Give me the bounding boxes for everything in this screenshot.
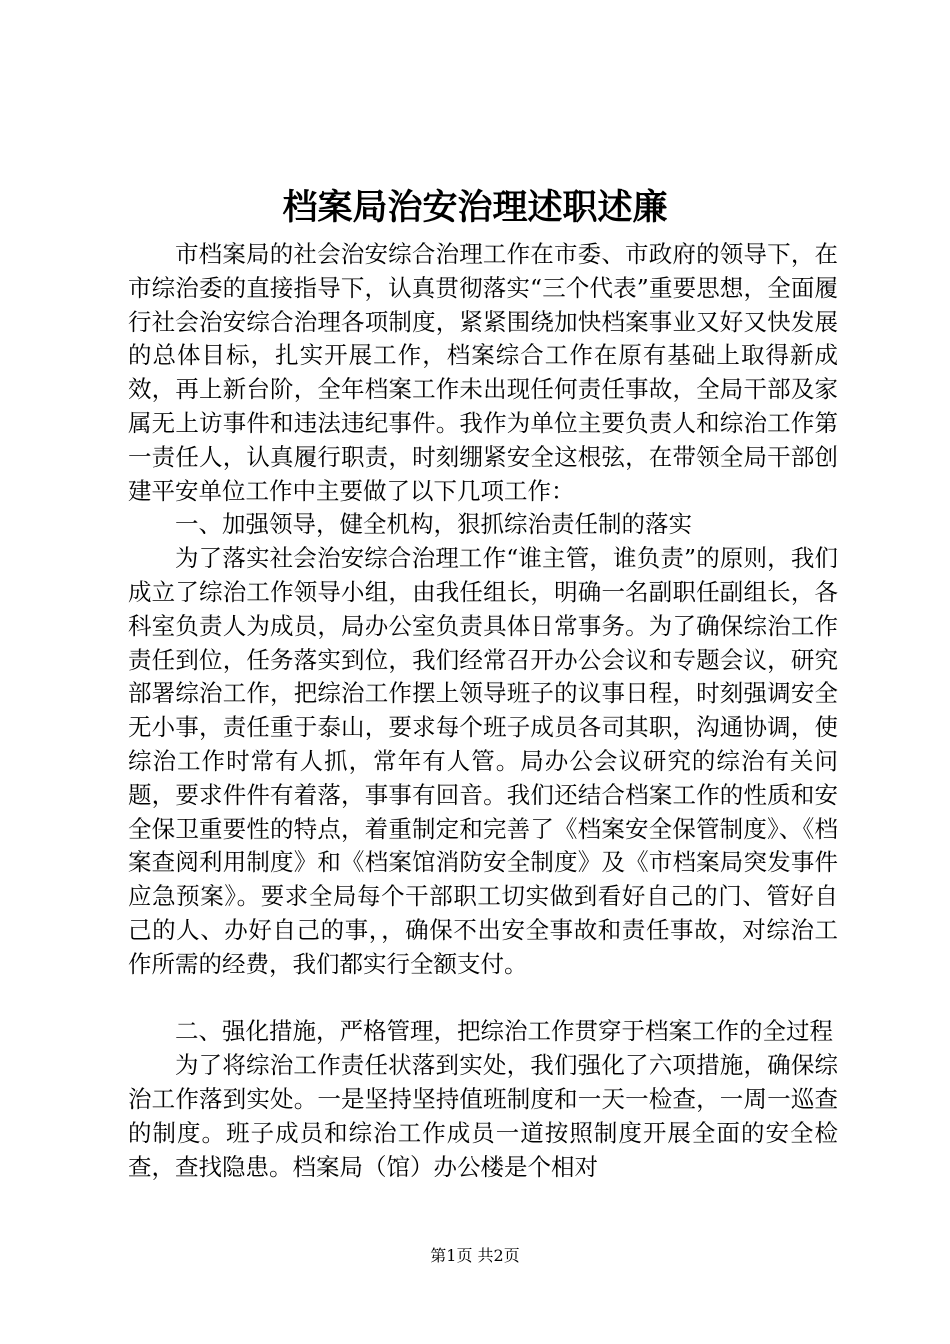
intro-paragraph: 市档案局的社会治安综合治理工作在市委、市政府的领导下，在市综治委的直接指导下，认真贯彻落实“三个代表”重要思想，全面履行社会治安综合治理各项制度，紧紧围绕加快档案事业又好又快发展的总体目标，扎实开展工作，档案综合工作在原有基础上取得新成效，再上新台阶，全年档案工作未出现任何责任事故，全局干部及家属无上访事件和违法违纪事件。我作为单位主要负责人和综治工作第一责任人，认真履行职责，时刻绷紧安全这根弦，在带领全局干部创建平安单位工作中主要做了以下几项工作：	[128, 240, 838, 505]
section-2-paragraph: 为了将综治工作责任状落到实处，我们强化了六项措施，确保综治工作落到实处。一是坚持坚持值班制度和一天一检查，一周一巡查的制度。班子成员和综治工作成员一道按照制度开展全面的安全检查，查找隐患。档案局（馆）办公楼是个相对	[128, 1051, 838, 1181]
document-title: 档案局治安治理述职述廉	[282, 187, 668, 228]
section-heading-1: 一、加强领导，健全机构，狠抓综治责任制的落实	[175, 510, 692, 539]
section-heading-2: 二、强化措施，严格管理，把综治工作贯穿于档案工作的全过程	[175, 1017, 833, 1046]
document-body	[128, 238, 838, 1184]
paragraph-spacer	[128, 982, 838, 1016]
page-number-footer: 第1页 共2页	[430, 1246, 520, 1265]
section-1-paragraph: 为了落实社会治安综合治理工作“谁主管，谁负责”的原则，我们成立了综治工作领导小组，由我任组长，明确一名副职任副组长，各科室负责人为成员，局办公室负责具体日常事务。为了确保综治工作责任到位，任务落实到位，我们经常召开办公会议和专题会议，研究部署综治工作，把综治工作摆上领导班子的议事日程，时刻强调安全无小事，责任重于泰山，要求每个班子成员各司其职，沟通协调，使综治工作时常有人抓，常年有人管。局办公会议研究的综治有关问题，要求件件有着落，事事有回音。我们还结合档案工作的性质和安全保卫重要性的特点，着重制定和完善了《档案安全保管制度》、《档案查阅利用制度》和《档案馆消防安全制度》及《市档案局突发事件应急预案》。要求全局每个干部职工切实做到看好自己的门、管好自己的人、办好自己的事，，确保不出安全事故和责任事故，对综治工作所需的经费，我们都实行全额支付。	[128, 544, 838, 978]
